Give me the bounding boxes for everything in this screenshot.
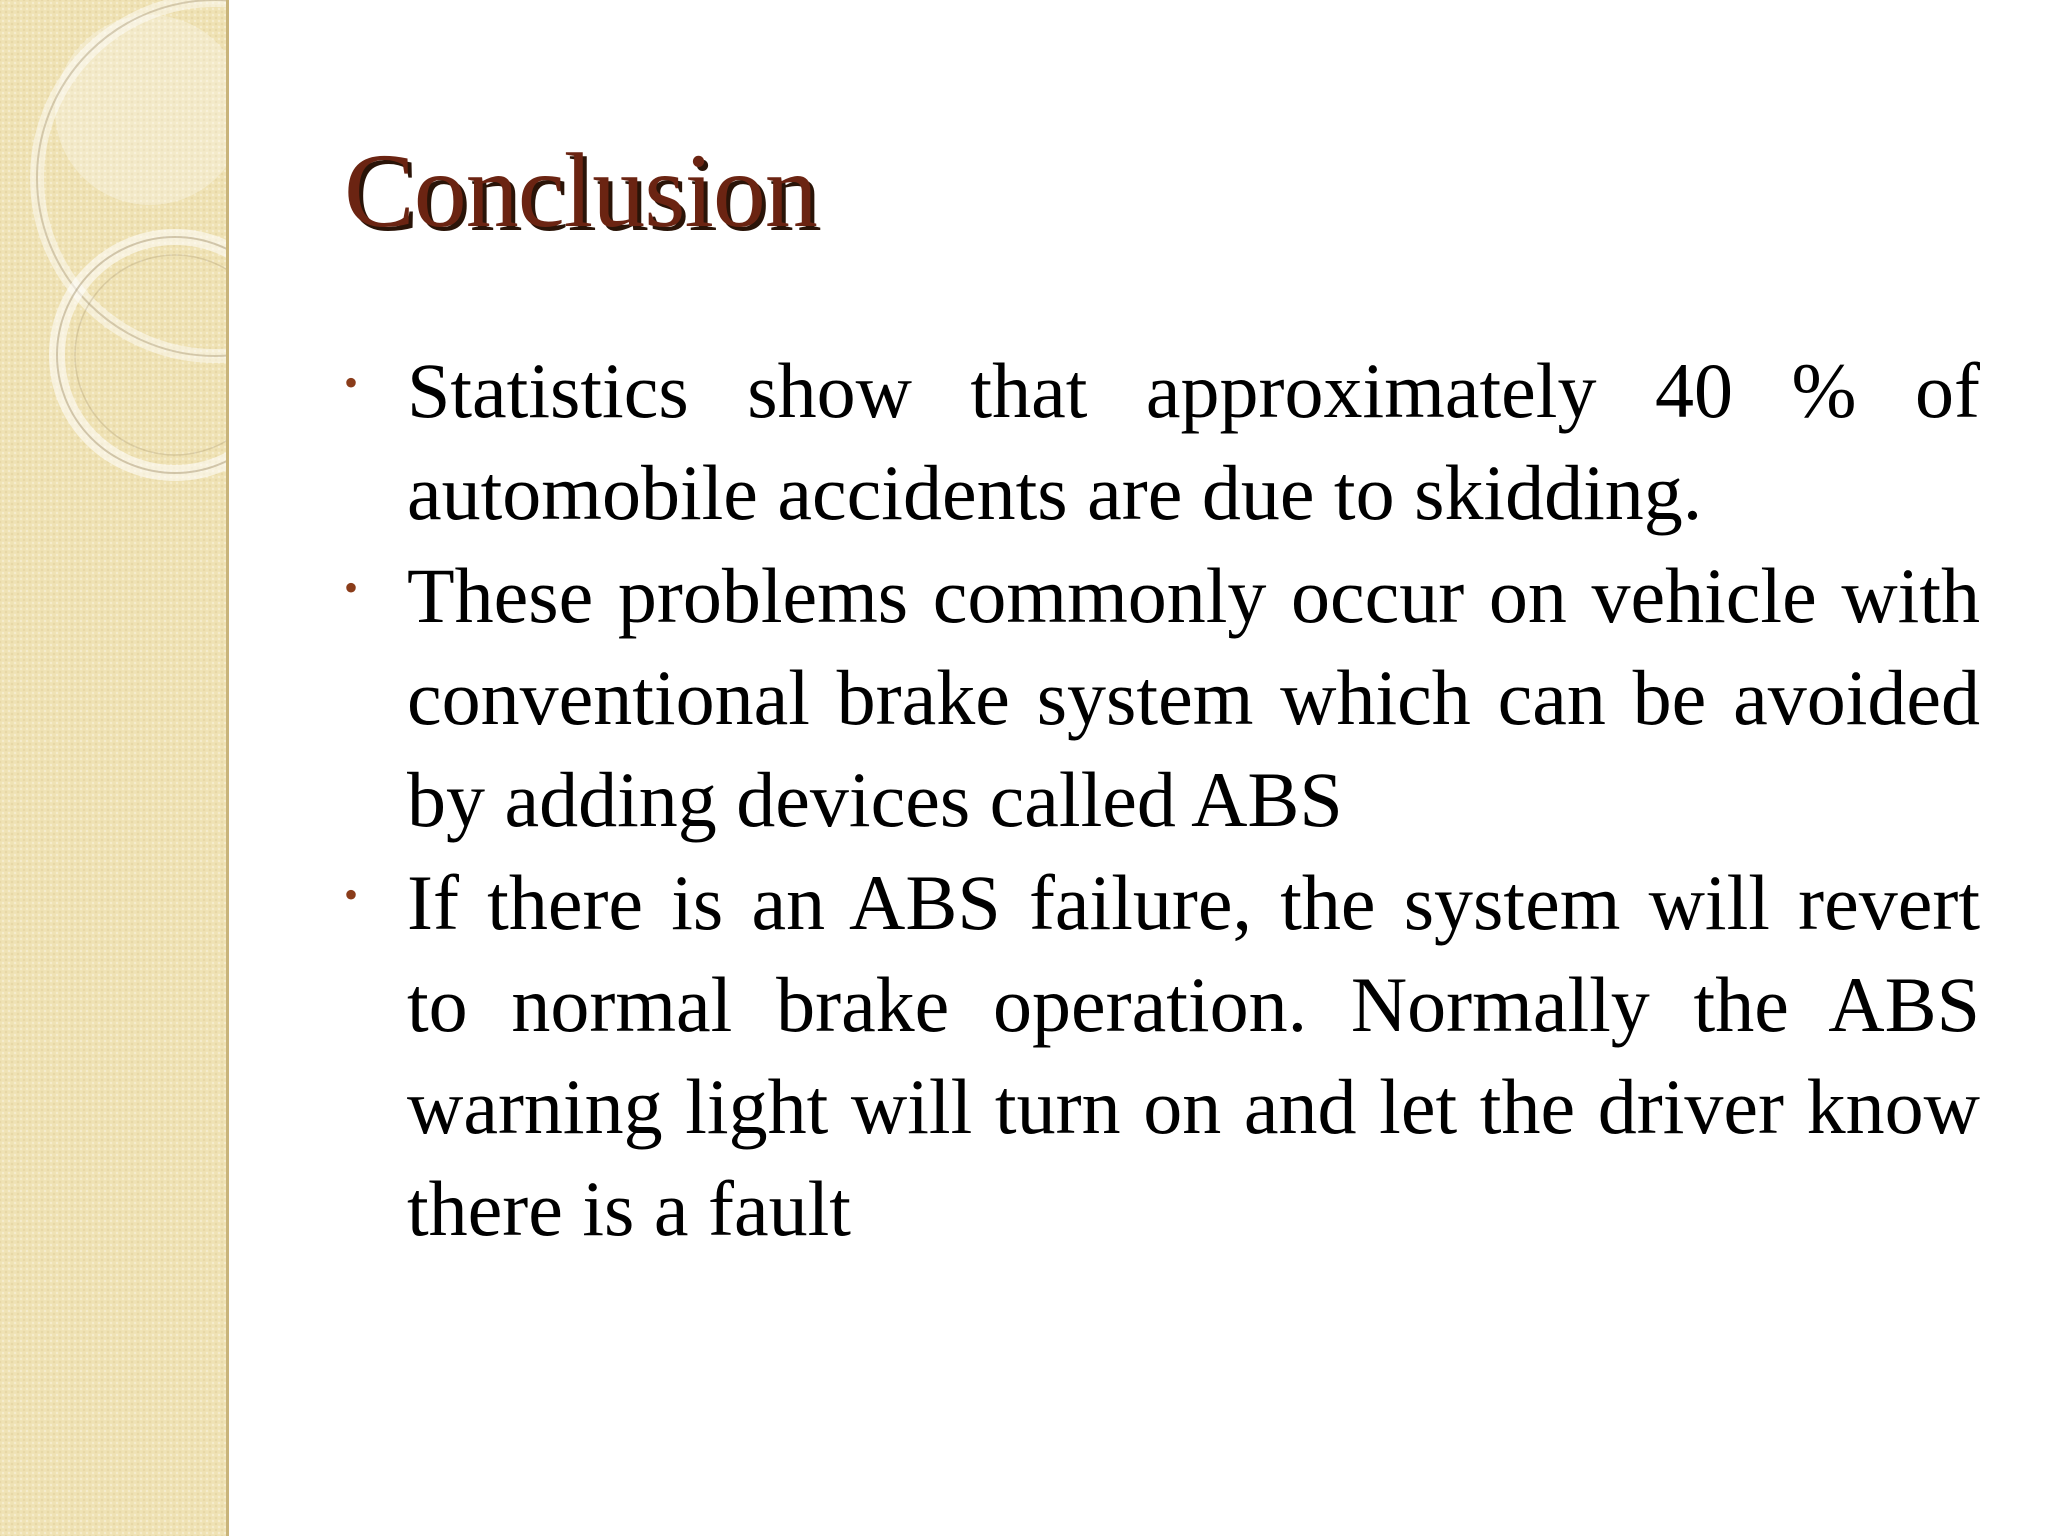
bullet-dot-icon: • <box>344 565 359 610</box>
bullet-list <box>340 340 1980 1261</box>
bullet-text: Statistics show that approximately 40 % of automobile accidents are due to skidding. <box>407 347 1980 536</box>
bullet-text: If there is an ABS failure, the system will revert to normal brake operation. Normally the ABS warning light will turn on and let the driver know there is a fault <box>407 859 1980 1252</box>
bullet-dot-icon: • <box>344 872 359 917</box>
bullet-item <box>340 852 1980 1260</box>
bullet-text: These problems commonly occur on vehicle with conventional brake system which can be avoided by adding devices called ABS <box>407 552 1980 843</box>
bullet-dot-icon: • <box>344 360 359 405</box>
decorative-rings-icon <box>0 0 228 520</box>
side-panel-border <box>226 0 229 1536</box>
bullet-item <box>340 545 1980 851</box>
bullet-item <box>340 340 1980 544</box>
slide-title: Conclusion <box>344 132 817 249</box>
decorative-side-panel <box>0 0 228 1536</box>
